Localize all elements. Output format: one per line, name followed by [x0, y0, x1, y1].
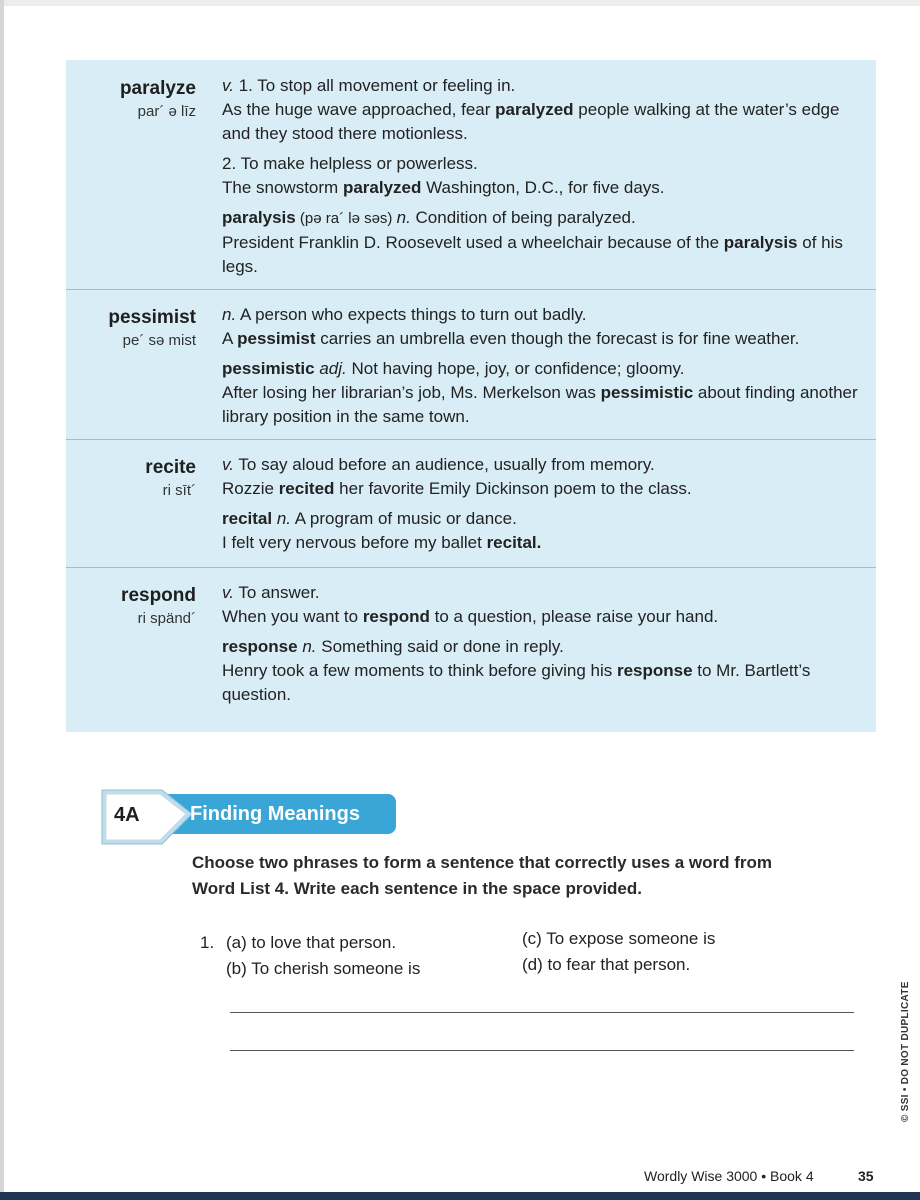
text-run: The snowstorm	[222, 178, 343, 197]
answer-line-1[interactable]	[230, 1012, 854, 1013]
text-run: A person who expects things to turn out badly.	[236, 305, 587, 324]
entry-divider	[66, 289, 876, 290]
definition-line	[222, 531, 862, 555]
definition-line	[222, 381, 862, 429]
part-of-speech: n.	[222, 305, 237, 324]
bold-term: response	[222, 637, 298, 656]
definition-line	[222, 303, 862, 327]
part-of-speech: v.	[222, 455, 234, 474]
definitions-box	[66, 60, 876, 732]
text-run: Henry took a few moments to think before giving his	[222, 661, 617, 680]
part-of-speech: v.	[222, 76, 234, 95]
text-run: President Franklin D. Roosevelt used a wheelchair because of the	[222, 233, 724, 252]
text-run: Not having hope, joy, or confidence; gloomy.	[346, 359, 685, 378]
text-run: 1. To stop all movement or feeling in.	[233, 76, 516, 95]
pronunciation: ri sīt´	[162, 482, 196, 499]
text-run: to Mr. Bartlett’s question.	[222, 661, 811, 704]
definition-line	[222, 206, 862, 231]
bold-term: pessimistic	[600, 383, 694, 402]
pronunciation: par´ ə līz	[137, 103, 196, 120]
answer-line-2[interactable]	[230, 1050, 854, 1051]
definition-line	[222, 231, 862, 279]
bold-term: recital.	[486, 533, 542, 552]
text-run: 2. To make helpless or powerless.	[222, 154, 478, 173]
pronunciation: ri spänd´	[137, 610, 196, 627]
definition-line	[222, 98, 862, 146]
text-run: To answer.	[233, 583, 320, 602]
entry-divider	[66, 567, 876, 568]
section-title: Finding Meanings	[190, 803, 360, 825]
text-run: Condition of being paralyzed.	[410, 208, 636, 227]
bold-term: pessimistic	[222, 359, 315, 378]
page-top-edge	[0, 0, 920, 6]
bold-term: respond	[362, 607, 430, 626]
option-d: (d) to fear that person.	[522, 955, 691, 974]
headword: respond	[121, 585, 196, 606]
text-run: carries an umbrella even though the forecast is for fine weather.	[315, 329, 800, 348]
part-of-speech: n.	[396, 208, 411, 227]
bold-term: recital	[222, 509, 273, 528]
option-a: (a) to love that person.	[226, 933, 397, 952]
bold-term: paralyzed	[495, 100, 574, 119]
bold-term: response	[616, 661, 693, 680]
text-run: As the huge wave approached, fear	[222, 100, 496, 119]
headword: recite	[145, 457, 196, 478]
page-number: 35	[858, 1168, 874, 1184]
text-run: people walking at the water’s edge and they stood there motionless.	[222, 100, 840, 143]
definition-line	[222, 659, 862, 707]
definition-line	[222, 357, 862, 381]
definition-line	[222, 581, 862, 605]
definition-text	[222, 74, 862, 279]
definition-line	[222, 74, 862, 98]
definition-line	[222, 152, 862, 176]
definition-line	[222, 477, 862, 501]
text-run: Rozzie	[222, 479, 279, 498]
text-run: After losing her librarian’s job, Ms. Merkelson was	[222, 383, 601, 402]
page-left-edge	[0, 0, 4, 1200]
section-number: 4A	[114, 804, 140, 826]
definition-text	[222, 581, 862, 707]
text-run: her favorite Emily Dickinson poem to the class.	[334, 479, 692, 498]
text-run: A	[222, 329, 238, 348]
bold-term: recited	[278, 479, 335, 498]
definition-line	[222, 327, 862, 351]
definition-line	[222, 453, 862, 477]
text-run: Something said or done in reply.	[316, 637, 564, 656]
bottom-strip	[0, 1192, 920, 1200]
bold-term: paralysis	[222, 208, 296, 227]
text-run: (pə ra´ lə səs)	[295, 210, 397, 227]
bold-term: paralysis	[723, 233, 798, 252]
exercise-number: 1.	[200, 933, 215, 952]
bold-term: paralyzed	[342, 178, 422, 197]
part-of-speech: n.	[302, 637, 317, 656]
bold-term: pessimist	[237, 329, 316, 348]
text-run: To say aloud before an audience, usually from memory.	[233, 455, 655, 474]
part-of-speech: v.	[222, 583, 234, 602]
text-run: of his legs.	[222, 233, 843, 276]
definition-text	[222, 303, 862, 429]
option-c: (c) To expose someone is	[522, 929, 716, 948]
part-of-speech: n.	[276, 509, 292, 528]
definition-text	[222, 453, 862, 555]
section-header	[100, 786, 400, 850]
text-run: about finding another library position in the same town.	[222, 383, 858, 426]
instructions: Choose two phrases to form a sentence that correctly uses a word from Word List 4. Write each sentence in the space provided.	[192, 853, 773, 898]
text-run: Washington, D.C., for five days.	[421, 178, 665, 197]
text-run: When you want to	[222, 607, 363, 626]
text-run: I felt very nervous before my ballet	[222, 533, 487, 552]
headword: paralyze	[119, 78, 196, 99]
text-run: A program of music or dance.	[291, 509, 517, 528]
definition-line	[222, 176, 862, 200]
option-b: (b) To cherish someone is	[226, 959, 421, 978]
definition-line	[222, 605, 862, 629]
text-run: to a question, please raise your hand.	[429, 607, 719, 626]
pronunciation: pe´ sə mist	[122, 332, 196, 349]
headword: pessimist	[108, 307, 196, 328]
footer-book-title: Wordly Wise 3000 • Book 4	[644, 1168, 814, 1184]
entry-divider	[66, 439, 876, 440]
definition-line	[222, 635, 862, 659]
part-of-speech: adj.	[319, 359, 347, 378]
copyright-notice: © SSI • DO NOT DUPLICATE	[900, 981, 911, 1122]
definition-line	[222, 507, 862, 531]
